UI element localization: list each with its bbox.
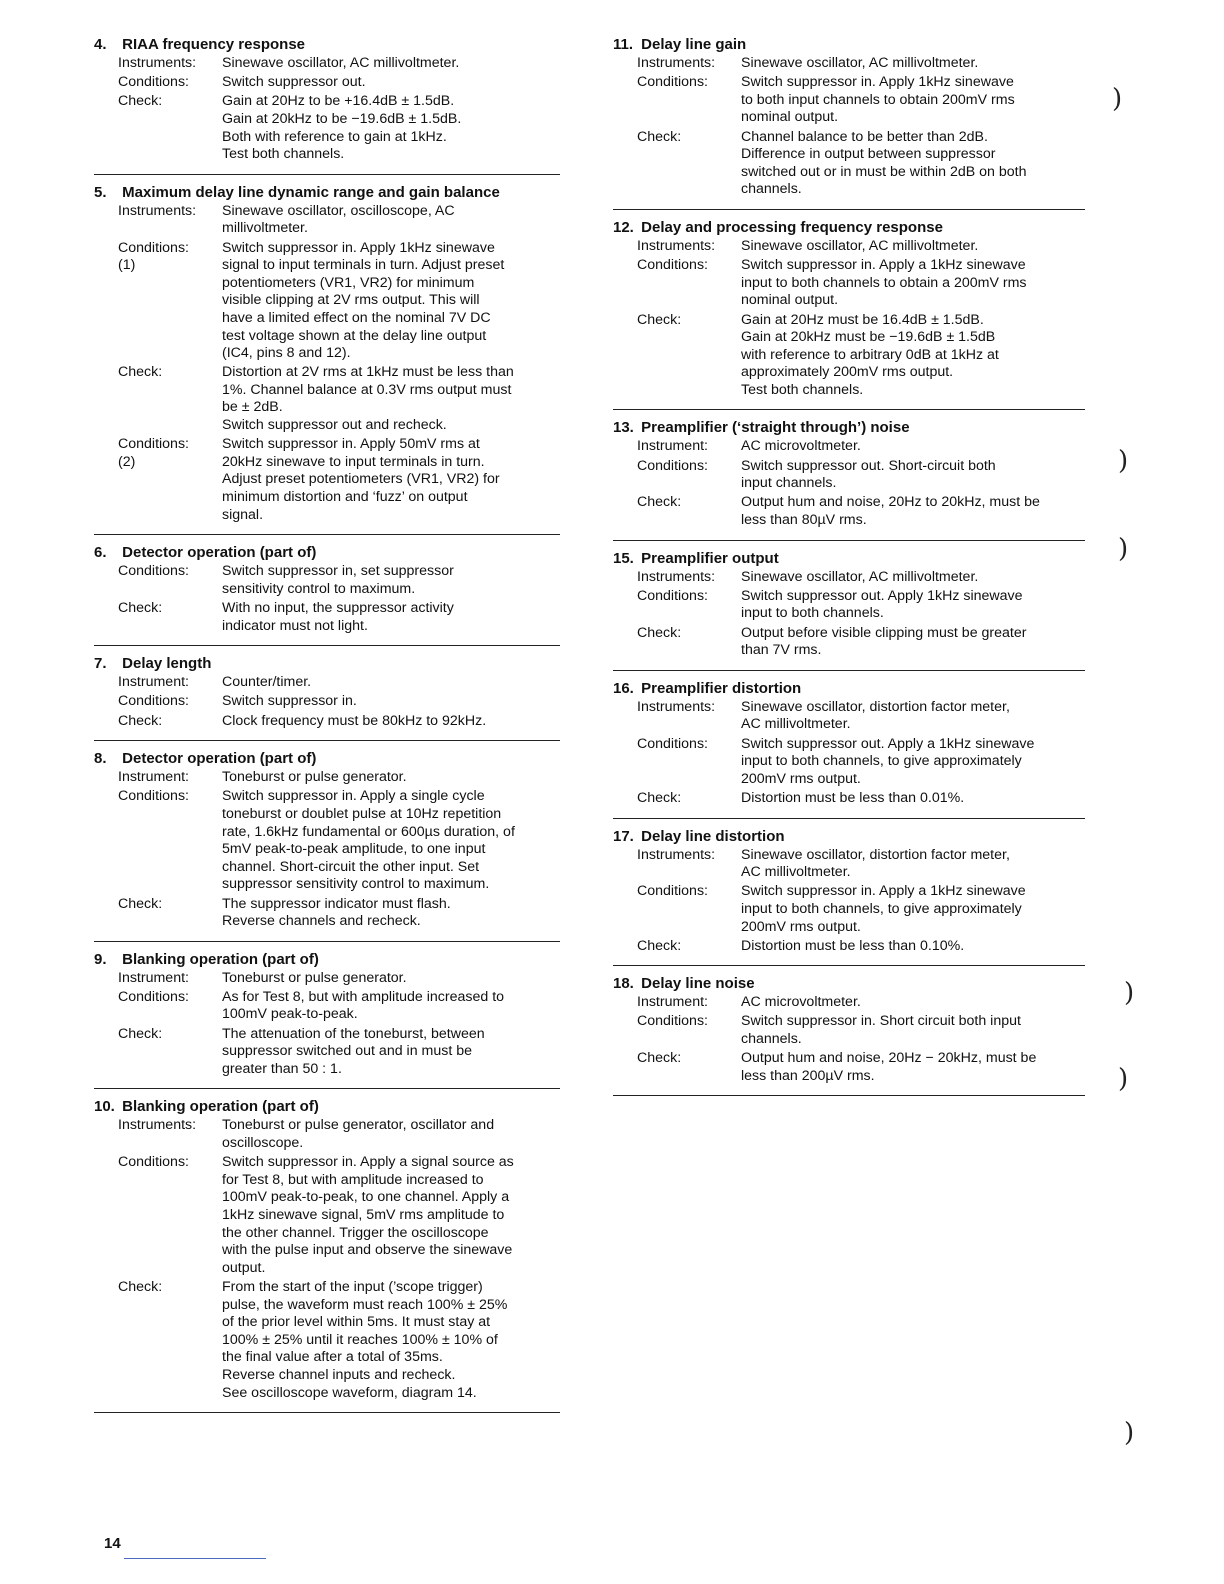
- row-text: Gain at 20Hz must be 16.4dB ± 1.5dB. Gain at 20kHz must be −19.6dB ± 1.5dB with reference to arbitrary 0dB at 1kHz at approximately 200mV rms output. Test both channels.: [741, 311, 999, 398]
- row-label: Check:: [118, 1025, 163, 1042]
- spec-row: [637, 1050, 1085, 1085]
- section-title-text: Preamplifier output: [641, 549, 779, 567]
- spec-row: [637, 569, 1085, 587]
- spec-row: [118, 55, 560, 73]
- row-text: Switch suppressor in. Apply 1kHz sinewave to both input channels to obtain 200mV rms nominal output.: [741, 74, 1015, 126]
- row-label: Conditions:: [637, 1013, 708, 1030]
- section-title: [613, 828, 1085, 846]
- row-label: Instruments:: [637, 568, 716, 585]
- row-text: As for Test 8, but with amplitude increased to 100mV peak-to-peak.: [222, 988, 505, 1023]
- row-text: Switch suppressor in. Short circuit both input channels.: [741, 1013, 1021, 1048]
- section-title: [613, 36, 1085, 54]
- spec-row: [637, 494, 1085, 529]
- row-label: Conditions:: [637, 735, 708, 752]
- test-section: [94, 951, 560, 1090]
- test-section: [613, 419, 1085, 540]
- row-text: Counter/timer.: [222, 674, 312, 691]
- spec-row: [118, 600, 560, 635]
- spec-row: [118, 896, 560, 931]
- section-number: 8.: [94, 750, 107, 768]
- section-number: 10.: [94, 1098, 115, 1116]
- binder-hole-mark: ): [1112, 84, 1123, 114]
- row-text: AC microvoltmeter.: [741, 438, 861, 455]
- section-title: [94, 750, 560, 768]
- section-title-text: Preamplifier distortion: [641, 679, 802, 697]
- test-section: [94, 655, 560, 741]
- section-title: [94, 951, 560, 969]
- spec-row: [637, 625, 1085, 660]
- row-text: Sinewave oscillator, AC millivoltmeter.: [741, 237, 979, 254]
- row-text: Switch suppressor in.: [222, 693, 357, 710]
- row-text: AC microvoltmeter.: [741, 994, 861, 1011]
- spec-row: [637, 74, 1085, 127]
- spec-row: [637, 129, 1085, 199]
- row-text: From the start of the input (’scope trigger) pulse, the waveform must reach 100% ± 25% of the prior level within 5ms. It must stay at 100% ± 25% until it reaches 100% ± 10% of the final value after a total of 35ms. Reverse channel inputs and recheck. See oscilloscope waveform, diagram 14.: [222, 1278, 508, 1401]
- row-text: Switch suppressor in, set suppressor sensitivity control to maximum.: [222, 563, 454, 597]
- row-text: Switch suppressor in. Apply 50mV rms at 20kHz sinewave to input terminals in turn. Adjust preset potentiometers (VR1, VR2) for minimum distortion and ‘fuzz’ on output signal.: [222, 436, 500, 523]
- row-label: Check:: [118, 1278, 163, 1295]
- row-text: Distortion at 2V rms at 1kHz must be less than 1%. Channel balance at 0.3V rms output must be ± 2dB. Switch suppressor out and recheck.: [222, 364, 514, 434]
- row-text: Switch suppressor in. Apply 1kHz sinewave signal to input terminals in turn. Adjust preset potentiometers (VR1, VR2) for minimum visible clipping at 2V rms output. This will have a limited effect on the nominal 7V DC test voltage shown at the delay line output (IC4, pins 8 and 12).: [222, 239, 505, 362]
- section-title-text: Blanking operation (part of): [122, 950, 319, 968]
- spec-row: [118, 240, 560, 363]
- row-label: Conditions:: [118, 1154, 189, 1171]
- row-label: Conditions:: [637, 587, 708, 604]
- test-section: [613, 219, 1085, 411]
- section-title-text: RIAA frequency response: [122, 36, 305, 53]
- section-number: 9.: [94, 950, 107, 968]
- binder-hole-mark: ): [1124, 978, 1135, 1008]
- section-title: [94, 184, 560, 202]
- spec-row: [118, 674, 560, 692]
- section-title: [613, 975, 1085, 993]
- row-label: Check:: [118, 895, 163, 912]
- row-text: Clock frequency must be 80kHz to 92kHz.: [222, 712, 487, 729]
- row-label: Conditions: (1): [118, 239, 189, 274]
- binder-hole-mark: ): [1118, 1064, 1129, 1094]
- section-number: 11.: [613, 36, 634, 53]
- row-text: The suppressor indicator must flash. Reverse channels and recheck.: [222, 895, 451, 930]
- test-section: [613, 680, 1085, 819]
- row-label: Instruments:: [118, 1117, 197, 1134]
- row-text: Switch suppressor out. Apply a 1kHz sinewave input to both channels, to give approximately 200mV rms output.: [741, 735, 1035, 787]
- section-title-text: Delay length: [122, 655, 212, 673]
- row-label: Check:: [637, 311, 682, 328]
- row-text: Sinewave oscillator, AC millivoltmeter.: [741, 568, 979, 585]
- row-label: Check:: [637, 1050, 682, 1067]
- row-text: Sinewave oscillator, oscilloscope, AC millivoltmeter.: [222, 202, 455, 237]
- section-title: [94, 655, 560, 673]
- row-text: Distortion must be less than 0.01%.: [741, 789, 965, 806]
- row-label: Instruments:: [637, 55, 716, 71]
- row-label: Check:: [118, 600, 163, 616]
- row-label: Check:: [118, 93, 163, 110]
- spec-row: [637, 55, 1085, 73]
- test-section: [94, 750, 560, 942]
- row-text: Toneburst or pulse generator.: [222, 969, 407, 986]
- row-text: Sinewave oscillator, distortion factor meter, AC millivoltmeter.: [741, 698, 1010, 733]
- section-title: [613, 680, 1085, 698]
- section-number: 6.: [94, 544, 107, 562]
- row-label: Instrument:: [118, 674, 189, 691]
- footer-rule: [124, 1558, 266, 1559]
- row-label: Conditions:: [637, 74, 708, 91]
- spec-row: [637, 736, 1085, 789]
- test-section: [613, 828, 1085, 967]
- row-label: Check:: [637, 937, 682, 954]
- row-text: Switch suppressor out. Apply 1kHz sinewave input to both channels.: [741, 587, 1023, 622]
- row-text: Switch suppressor in. Apply a single cycle toneburst or doublet pulse at 10Hz repetition rate, 1.6kHz fundamental or 600µs duration, of 5mV peak-to-peak amplitude, to one input channel. Short-circuit the other input. Set suppressor sensitivity control to maximum.: [222, 788, 515, 893]
- section-number: 7.: [94, 655, 107, 673]
- section-title-text: Delay line distortion: [641, 827, 785, 845]
- row-text: Toneburst or pulse generator, oscillator and oscilloscope.: [222, 1117, 495, 1152]
- section-number: 15.: [613, 549, 634, 567]
- row-label: Conditions:: [118, 788, 189, 805]
- test-section: [94, 544, 560, 646]
- test-section: [613, 975, 1085, 1096]
- spec-row: [637, 699, 1085, 734]
- spec-row: [118, 713, 560, 731]
- row-label: Conditions: (2): [118, 436, 189, 470]
- test-section: [94, 1098, 560, 1413]
- spec-row: [118, 1154, 560, 1277]
- row-label: Instruments:: [637, 698, 716, 715]
- page-number: 14: [104, 1535, 121, 1552]
- section-title-text: Delay and processing frequency response: [641, 218, 943, 236]
- row-label: Check:: [637, 624, 682, 641]
- spec-row: [118, 563, 560, 598]
- row-label: Conditions:: [118, 563, 189, 580]
- binder-hole-mark: ): [1118, 446, 1129, 476]
- spec-row: [118, 436, 560, 524]
- row-text: Switch suppressor in. Apply a 1kHz sinewave input to both channels to obtain a 200mV rms nominal output.: [741, 257, 1027, 309]
- section-number: 16.: [613, 679, 634, 697]
- row-label: Check:: [118, 712, 163, 729]
- row-label: Check:: [637, 128, 682, 145]
- section-number: 17.: [613, 827, 634, 845]
- spec-row: [118, 769, 560, 787]
- row-label: Check:: [637, 494, 682, 511]
- spec-row: [637, 994, 1085, 1012]
- section-title-text: Preamplifier (‘straight through’) noise: [641, 419, 910, 437]
- section-title-text: Detector operation (part of): [122, 544, 317, 562]
- row-label: Instrument:: [118, 969, 189, 986]
- spec-row: [118, 788, 560, 894]
- row-label: Check:: [637, 789, 682, 806]
- row-label: Conditions:: [637, 257, 708, 274]
- spec-row: [118, 74, 560, 92]
- section-title-text: Blanking operation (part of): [122, 1098, 319, 1116]
- row-label: Conditions:: [118, 74, 189, 91]
- spec-row: [637, 1013, 1085, 1048]
- row-text: Output hum and noise, 20Hz − 20kHz, must be less than 200µV rms.: [741, 1050, 1037, 1084]
- row-label: Conditions:: [118, 693, 189, 710]
- spec-row: [637, 938, 1085, 956]
- test-section: [613, 550, 1085, 671]
- section-title-text: Delay line gain: [641, 36, 747, 53]
- row-label: Check:: [118, 364, 163, 381]
- row-text: Switch suppressor in. Apply a signal source as for Test 8, but with amplitude increased to 100mV peak-to-peak, to one channel. Apply a 1kHz sinewave signal, 5mV rms amplitude to the other channel. Trigger the oscilloscope with the pulse input and observe the sinewave output.: [222, 1154, 514, 1276]
- section-title-text: Maximum delay line dynamic range and gain balance: [122, 183, 500, 201]
- row-text: Channel balance to be better than 2dB. Difference in output between suppressor switched out or in must be within 2dB on both channels.: [741, 128, 1027, 198]
- section-number: 13.: [613, 419, 634, 437]
- spec-row: [118, 1026, 560, 1079]
- spec-row: [637, 790, 1085, 808]
- section-number: 4.: [94, 36, 107, 53]
- row-text: With no input, the suppressor activity indicator must not light.: [222, 600, 454, 634]
- left-column: [94, 36, 560, 1422]
- section-title: [613, 219, 1085, 237]
- spec-row: [118, 970, 560, 988]
- right-column: [613, 36, 1085, 1105]
- row-text: Gain at 20Hz to be +16.4dB ± 1.5dB. Gain at 20kHz to be −19.6dB ± 1.5dB. Both with reference to gain at 1kHz. Test both channels.: [222, 93, 462, 163]
- section-title: [613, 419, 1085, 437]
- spec-row: [637, 438, 1085, 456]
- section-title-text: Detector operation (part of): [122, 750, 317, 768]
- section-title: [94, 544, 560, 562]
- spec-row: [118, 203, 560, 238]
- row-label: Instruments:: [118, 55, 197, 71]
- section-number: 18.: [613, 975, 634, 993]
- row-text: Switch suppressor out. Short-circuit both input channels.: [741, 457, 996, 492]
- row-text: Toneburst or pulse generator.: [222, 769, 407, 786]
- spec-row: [637, 312, 1085, 400]
- row-text: Sinewave oscillator, distortion factor meter, AC millivoltmeter.: [741, 846, 1010, 881]
- row-text: The attenuation of the toneburst, between suppressor switched out and in must be greater than 50 : 1.: [222, 1025, 485, 1077]
- binder-hole-mark: ): [1118, 534, 1129, 564]
- row-label: Conditions:: [637, 883, 708, 900]
- row-label: Conditions:: [118, 988, 189, 1005]
- row-label: Conditions:: [637, 457, 708, 474]
- row-text: Switch suppressor in. Apply a 1kHz sinewave input to both channels, to give approximately 200mV rms output.: [741, 883, 1026, 935]
- section-title-text: Delay line noise: [641, 975, 755, 993]
- spec-row: [118, 1279, 560, 1402]
- section-title: [94, 36, 560, 54]
- row-text: Distortion must be less than 0.10%.: [741, 937, 965, 954]
- section-title: [613, 550, 1085, 568]
- spec-row: [637, 238, 1085, 256]
- spec-row: [118, 989, 560, 1024]
- row-label: Instruments:: [118, 202, 197, 219]
- row-text: Sinewave oscillator, AC millivoltmeter.: [741, 55, 979, 71]
- row-text: Sinewave oscillator, AC millivoltmeter.: [222, 55, 460, 71]
- spec-row: [637, 257, 1085, 310]
- row-label: Instrument:: [637, 438, 708, 455]
- section-title: [94, 1098, 560, 1116]
- section-number: 5.: [94, 183, 107, 201]
- spec-row: [118, 1117, 560, 1152]
- spec-row: [637, 847, 1085, 882]
- test-section: [613, 36, 1085, 210]
- spec-row: [118, 364, 560, 434]
- row-label: Instrument:: [118, 769, 189, 786]
- row-label: Instruments:: [637, 846, 716, 863]
- row-label: Instrument:: [637, 994, 708, 1011]
- spec-row: [118, 693, 560, 711]
- test-section: [94, 184, 560, 535]
- section-number: 12.: [613, 218, 634, 236]
- spec-row: [118, 93, 560, 163]
- test-section: [94, 36, 560, 175]
- binder-hole-mark: ): [1124, 1418, 1135, 1448]
- row-text: Output before visible clipping must be greater than 7V rms.: [741, 624, 1027, 659]
- spec-row: [637, 588, 1085, 623]
- spec-row: [637, 883, 1085, 936]
- row-label: Instruments:: [637, 237, 716, 254]
- row-text: Output hum and noise, 20Hz to 20kHz, must be less than 80µV rms.: [741, 494, 1040, 529]
- row-text: Switch suppressor out.: [222, 74, 366, 91]
- spec-row: [637, 458, 1085, 493]
